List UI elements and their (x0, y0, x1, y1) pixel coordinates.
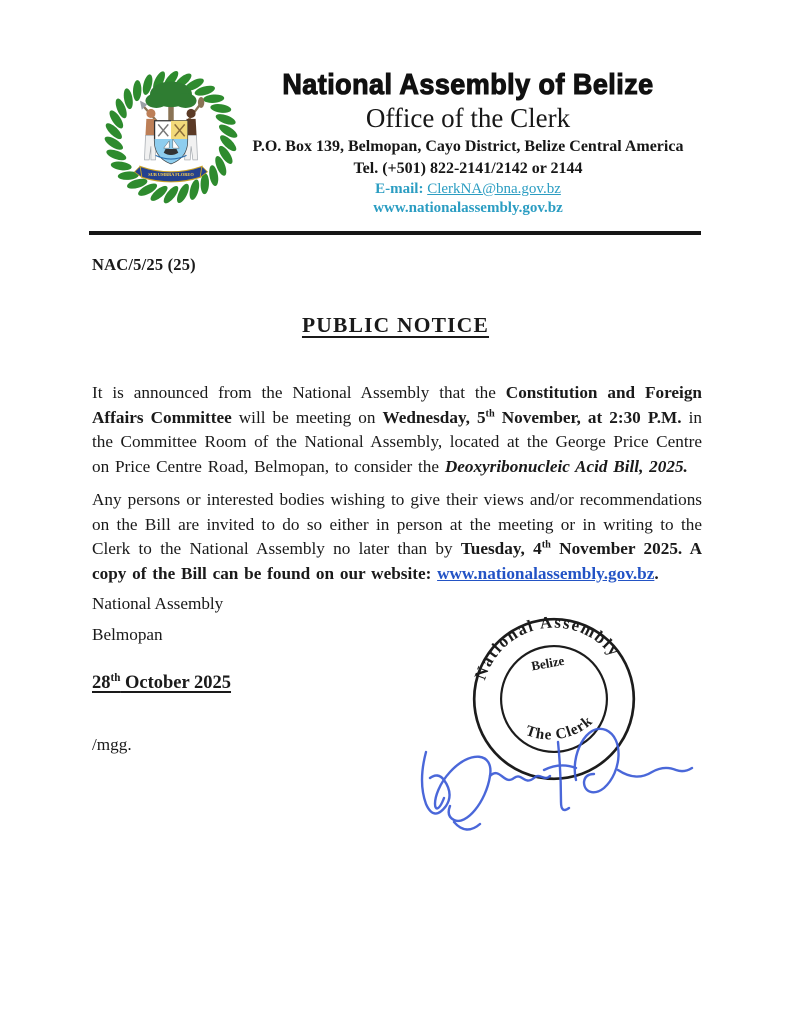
header-divider (89, 231, 701, 235)
text-segment: Wednesday, 5 (382, 407, 486, 427)
text-segment: th (110, 671, 121, 684)
org-name: National Assembly of Belize (282, 69, 654, 101)
stamp-center-text: Belize (530, 652, 566, 674)
text-segment: Any persons or interested bodies wishing to give their views and/or recommendations on the Bill are invited to do so either in person at the meeting or in writing to the Clerk to the National Assembly no later than by (92, 490, 702, 558)
notice-date (92, 673, 231, 694)
text-segment: . (654, 563, 659, 583)
paragraph-1 (92, 381, 702, 479)
website-line (240, 200, 696, 217)
motto-text: SUB UMBRA FLOREO (148, 171, 194, 177)
text-segment: Tuesday, 4 (460, 539, 542, 558)
notice-title: PUBLIC NOTICE (301, 313, 490, 337)
stamp-top-text: National Assembly (470, 615, 625, 683)
signoff-org: National Assembly (92, 594, 224, 613)
address-line: P.O. Box 139, Belmopan, Cayo District, Belize Central America (252, 137, 684, 155)
text-segment: th (541, 539, 551, 551)
text-segment: Constitution and Foreign Affairs Committee (92, 383, 702, 427)
inline-link[interactable]: www.nationalassembly.gov.bz (437, 563, 655, 583)
text-segment: will be meeting on (231, 407, 383, 427)
text-segment: October 2025 (120, 673, 232, 693)
coat-of-arms-graphic (98, 66, 244, 212)
typist-initials: /mgg. (92, 735, 132, 754)
text-segment: th (485, 407, 495, 419)
office-name: Office of the Clerk (365, 102, 571, 133)
belize-coat-of-arms-logo (98, 66, 244, 224)
text-segment: November 2025. A copy of the Bill can be found on our website: (92, 539, 703, 583)
email-line (240, 181, 696, 198)
email-link[interactable]: ClerkNA@bna.gov.bz (427, 180, 561, 197)
text-segment: in the Committee Room of the National Assembly, located at the George Price Centre on Price Centre Road, Belmopan, to consider the (92, 407, 702, 476)
text-segment: Deoxyribonucleic Acid Bill, 2025. (444, 456, 688, 476)
website-link[interactable]: www.nationalassembly.gov.bz (373, 199, 563, 216)
text-segment: It is announced from the National Assembly that the (92, 383, 506, 402)
text-segment: 28 (92, 673, 111, 693)
letterhead (240, 70, 696, 217)
paragraph-2 (92, 488, 702, 586)
phone-line: Tel. (+501) 822-2141/2142 or 2144 (353, 159, 583, 177)
stamp-bottom-text: The Clerk (523, 713, 597, 744)
text-segment: November, at 2:30 P.M. (494, 407, 682, 427)
shield (155, 121, 188, 164)
clerk-signature (410, 710, 702, 850)
signoff-city: Belmopan (92, 625, 163, 644)
reference-number: NAC/5/25 (25) (92, 255, 196, 274)
email-label: E-mail: (375, 180, 424, 197)
